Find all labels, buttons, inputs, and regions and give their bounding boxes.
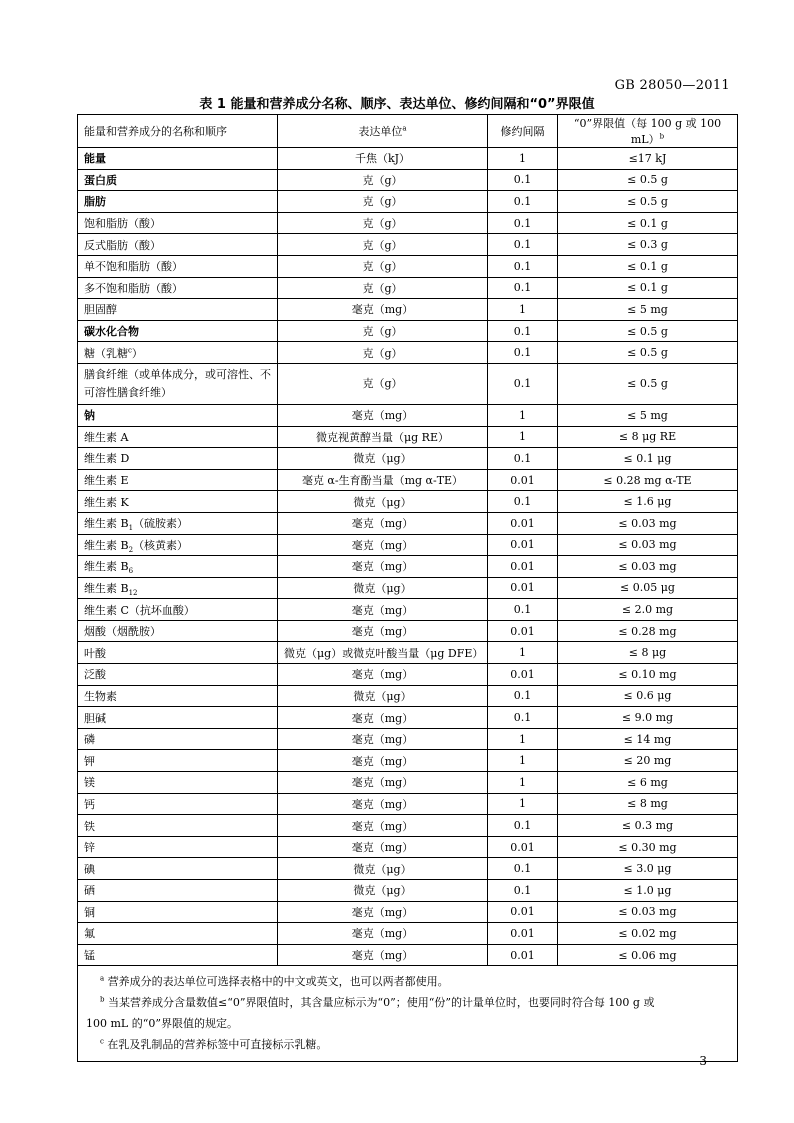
footnote-a: $^a$ 营养成分的表达单位可选择表格中的中文或英文，也可以两者都使用。 xyxy=(100,974,449,989)
unit-cell: 千焦（kJ） xyxy=(278,148,488,170)
nutrient-name-cell: 维生素 E xyxy=(78,469,278,491)
interval-cell: 0.1 xyxy=(488,685,558,707)
table-row xyxy=(78,620,738,642)
unit-cell: 微克（μg） xyxy=(278,491,488,513)
nutrient-name-cell: 维生素 $B_1$（硫胺素） xyxy=(78,512,278,534)
unit-cell: 微克视黄醇当量（μg RE） xyxy=(278,426,488,448)
unit-cell: 微克（μg） xyxy=(278,577,488,599)
nutrient-name-cell: 钙 xyxy=(78,793,278,815)
nutrient-name-cell: 糖（乳糖$^c$） xyxy=(78,342,278,364)
limit-cell: ≤ 0.28 mg xyxy=(558,620,738,642)
limit-cell: ≤ 8 mg xyxy=(558,793,738,815)
nutrient-name-cell: 维生素 A xyxy=(78,426,278,448)
nutrient-table xyxy=(77,114,738,1062)
limit-cell: ≤ 0.5 g xyxy=(558,169,738,191)
unit-cell: 微克（μg） xyxy=(278,685,488,707)
nutrient-name-cell: 膳食纤维（或单体成分，或可溶性、不可溶性膳食纤维） xyxy=(78,363,278,404)
table-row xyxy=(78,212,738,234)
interval-cell: 0.01 xyxy=(488,512,558,534)
footnote-b: $^b$ 当某营养成分含量数值≤“0”界限值时，其含量应标示为“0”；使用“份”的计量单位时，也要同时符合每 100 g 或 xyxy=(100,995,655,1010)
nutrient-name-cell: 烟酸（烟酰胺） xyxy=(78,620,278,642)
interval-cell: 0.01 xyxy=(488,469,558,491)
unit-cell: 微克（μg）或微克叶酸当量（μg DFE） xyxy=(278,642,488,664)
column-header-name: 能量和营养成分的名称和顺序 xyxy=(78,115,278,148)
nutrient-name-cell: 维生素 K xyxy=(78,491,278,513)
nutrient-name-cell: 脂肪 xyxy=(78,191,278,213)
table-row xyxy=(78,556,738,578)
table-row xyxy=(78,707,738,729)
interval-cell: 0.1 xyxy=(488,277,558,299)
unit-cell: 毫克（mg） xyxy=(278,750,488,772)
interval-cell: 1 xyxy=(488,750,558,772)
interval-cell: 0.1 xyxy=(488,363,558,404)
nutrient-name-cell: 氟 xyxy=(78,923,278,945)
limit-cell: ≤ 0.5 g xyxy=(558,342,738,364)
limit-cell: ≤ 1.6 μg xyxy=(558,491,738,513)
nutrient-name-cell: 硒 xyxy=(78,880,278,902)
table-row xyxy=(78,642,738,664)
nutrient-name-cell: 饱和脂肪（酸） xyxy=(78,212,278,234)
unit-cell: 克（g） xyxy=(278,234,488,256)
interval-cell: 1 xyxy=(488,404,558,426)
column-header-interval: 修约间隔 xyxy=(488,115,558,148)
table-row xyxy=(78,880,738,902)
nutrient-name-cell: 多不饱和脂肪（酸） xyxy=(78,277,278,299)
footnote-c: $^c$ 在乳及乳制品的营养标签中可直接标示乳糖。 xyxy=(100,1037,328,1052)
limit-cell: ≤ 0.1 g xyxy=(558,277,738,299)
limit-cell: ≤ 2.0 mg xyxy=(558,599,738,621)
limit-cell: ≤ 0.03 mg xyxy=(558,901,738,923)
nutrient-name-cell: 维生素 $B_{12}$ xyxy=(78,577,278,599)
nutrient-name-cell: 胆碱 xyxy=(78,707,278,729)
unit-cell: 毫克（mg） xyxy=(278,836,488,858)
interval-cell: 0.1 xyxy=(488,448,558,470)
limit-cell: ≤ 0.03 mg xyxy=(558,512,738,534)
interval-cell: 0.1 xyxy=(488,320,558,342)
interval-cell: 0.1 xyxy=(488,491,558,513)
limit-cell: ≤17 kJ xyxy=(558,148,738,170)
unit-cell: 克（g） xyxy=(278,191,488,213)
limit-cell: ≤ 0.5 g xyxy=(558,191,738,213)
column-header-limit: “0”界限值（每 100 g 或 100 mL）$^b$ xyxy=(558,115,738,148)
interval-cell: 0.1 xyxy=(488,342,558,364)
table-row xyxy=(78,491,738,513)
interval-cell: 0.01 xyxy=(488,664,558,686)
interval-cell: 0.1 xyxy=(488,707,558,729)
unit-cell: 微克（μg） xyxy=(278,880,488,902)
unit-cell: 克（g） xyxy=(278,342,488,364)
nutrient-name-cell: 生物素 xyxy=(78,685,278,707)
nutrient-name-cell: 钠 xyxy=(78,404,278,426)
footnotes xyxy=(78,966,738,1062)
limit-cell: ≤ 0.3 mg xyxy=(558,815,738,837)
limit-cell: ≤ 0.05 μg xyxy=(558,577,738,599)
interval-cell: 0.1 xyxy=(488,169,558,191)
unit-cell: 克（g） xyxy=(278,255,488,277)
table-row xyxy=(78,277,738,299)
table-row xyxy=(78,577,738,599)
unit-cell: 毫克（mg） xyxy=(278,556,488,578)
unit-cell: 毫克（mg） xyxy=(278,512,488,534)
table-row xyxy=(78,426,738,448)
limit-cell: ≤ 0.02 mg xyxy=(558,923,738,945)
unit-cell: 毫克（mg） xyxy=(278,793,488,815)
interval-cell: 0.1 xyxy=(488,191,558,213)
nutrient-name-cell: 反式脂肪（酸） xyxy=(78,234,278,256)
unit-cell: 毫克（mg） xyxy=(278,404,488,426)
table-caption: 表 1 能量和营养成分名称、顺序、表达单位、修约间隔和“0”界限值 xyxy=(199,97,595,112)
nutrient-name-cell: 蛋白质 xyxy=(78,169,278,191)
interval-cell: 0.1 xyxy=(488,858,558,880)
nutrient-name-cell: 泛酸 xyxy=(78,664,278,686)
limit-cell: ≤ 8 μg xyxy=(558,642,738,664)
nutrient-name-cell: 维生素 D xyxy=(78,448,278,470)
interval-cell: 0.1 xyxy=(488,212,558,234)
interval-cell: 1 xyxy=(488,426,558,448)
nutrient-name-cell: 钾 xyxy=(78,750,278,772)
nutrient-name-cell: 碘 xyxy=(78,858,278,880)
interval-cell: 0.01 xyxy=(488,620,558,642)
unit-cell: 克（g） xyxy=(278,212,488,234)
interval-cell: 0.01 xyxy=(488,577,558,599)
nutrient-name-cell: 维生素 $B_6$ xyxy=(78,556,278,578)
table-row xyxy=(78,448,738,470)
unit-cell: 毫克（mg） xyxy=(278,815,488,837)
table-row xyxy=(78,320,738,342)
nutrient-name-cell: 胆固醇 xyxy=(78,299,278,321)
interval-cell: 1 xyxy=(488,772,558,794)
unit-cell: 毫克（mg） xyxy=(278,901,488,923)
limit-cell: ≤ 0.28 mg α-TE xyxy=(558,469,738,491)
table-row xyxy=(78,299,738,321)
interval-cell: 0.01 xyxy=(488,944,558,966)
unit-cell: 克（g） xyxy=(278,277,488,299)
table-row xyxy=(78,148,738,170)
table-row xyxy=(78,836,738,858)
unit-cell: 毫克（mg） xyxy=(278,664,488,686)
unit-cell: 微克（μg） xyxy=(278,858,488,880)
unit-cell: 毫克（mg） xyxy=(278,944,488,966)
unit-cell: 毫克（mg） xyxy=(278,707,488,729)
limit-cell: ≤ 0.30 mg xyxy=(558,836,738,858)
table-row xyxy=(78,404,738,426)
limit-cell: ≤ 0.06 mg xyxy=(558,944,738,966)
table-row xyxy=(78,342,738,364)
nutrient-name-cell: 能量 xyxy=(78,148,278,170)
unit-cell: 毫克（mg） xyxy=(278,534,488,556)
nutrient-name-cell: 碳水化合物 xyxy=(78,320,278,342)
nutrient-name-cell: 锰 xyxy=(78,944,278,966)
table-header-row xyxy=(78,115,738,148)
interval-cell: 1 xyxy=(488,148,558,170)
unit-cell: 毫克（mg） xyxy=(278,728,488,750)
interval-cell: 0.1 xyxy=(488,234,558,256)
nutrient-name-cell: 叶酸 xyxy=(78,642,278,664)
table-row xyxy=(78,363,738,404)
nutrient-name-cell: 磷 xyxy=(78,728,278,750)
unit-cell: 毫克（mg） xyxy=(278,599,488,621)
nutrient-name-cell: 单不饱和脂肪（酸） xyxy=(78,255,278,277)
footnotes-row xyxy=(78,966,738,1062)
limit-cell: ≤ 3.0 μg xyxy=(558,858,738,880)
table-row xyxy=(78,255,738,277)
table-row xyxy=(78,944,738,966)
interval-cell: 0.1 xyxy=(488,880,558,902)
table-row xyxy=(78,923,738,945)
standard-code: GB 28050—2011 xyxy=(614,78,730,93)
interval-cell: 0.1 xyxy=(488,599,558,621)
interval-cell: 0.1 xyxy=(488,255,558,277)
table-row xyxy=(78,234,738,256)
page-number: 3 xyxy=(699,1054,707,1068)
interval-cell: 1 xyxy=(488,728,558,750)
table-row xyxy=(78,664,738,686)
interval-cell: 0.01 xyxy=(488,534,558,556)
table-row xyxy=(78,772,738,794)
nutrient-name-cell: 镁 xyxy=(78,772,278,794)
limit-cell: ≤ 5 mg xyxy=(558,299,738,321)
limit-cell: ≤ 0.3 g xyxy=(558,234,738,256)
limit-cell: ≤ 0.1 μg xyxy=(558,448,738,470)
table-row xyxy=(78,815,738,837)
table-row xyxy=(78,728,738,750)
table-row xyxy=(78,793,738,815)
unit-cell: 毫克（mg） xyxy=(278,772,488,794)
table-row xyxy=(78,685,738,707)
table-row xyxy=(78,191,738,213)
limit-cell: ≤ 6 mg xyxy=(558,772,738,794)
limit-cell: ≤ 0.1 g xyxy=(558,212,738,234)
interval-cell: 0.01 xyxy=(488,836,558,858)
limit-cell: ≤ 9.0 mg xyxy=(558,707,738,729)
footnote-b-continued: 100 mL 的“0”界限值的规定。 xyxy=(86,1017,238,1031)
unit-cell: 毫克（mg） xyxy=(278,620,488,642)
table-row xyxy=(78,599,738,621)
unit-cell: 毫克 α-生育酚当量（mg α-TE） xyxy=(278,469,488,491)
table-row xyxy=(78,469,738,491)
interval-cell: 0.01 xyxy=(488,923,558,945)
table-row xyxy=(78,901,738,923)
unit-cell: 微克（μg） xyxy=(278,448,488,470)
table-row xyxy=(78,534,738,556)
interval-cell: 0.01 xyxy=(488,556,558,578)
unit-cell: 毫克（mg） xyxy=(278,923,488,945)
limit-cell: ≤ 8 μg RE xyxy=(558,426,738,448)
unit-cell: 克（g） xyxy=(278,169,488,191)
nutrient-name-cell: 铜 xyxy=(78,901,278,923)
limit-cell: ≤ 0.1 g xyxy=(558,255,738,277)
table-row xyxy=(78,750,738,772)
table-row xyxy=(78,858,738,880)
limit-cell: ≤ 0.5 g xyxy=(558,320,738,342)
unit-cell: 毫克（mg） xyxy=(278,299,488,321)
interval-cell: 0.01 xyxy=(488,901,558,923)
limit-cell: ≤ 1.0 μg xyxy=(558,880,738,902)
limit-cell: ≤ 0.5 g xyxy=(558,363,738,404)
table-row xyxy=(78,512,738,534)
interval-cell: 1 xyxy=(488,642,558,664)
interval-cell: 0.1 xyxy=(488,815,558,837)
limit-cell: ≤ 14 mg xyxy=(558,728,738,750)
interval-cell: 1 xyxy=(488,299,558,321)
limit-cell: ≤ 0.10 mg xyxy=(558,664,738,686)
nutrient-name-cell: 维生素 $B_2$（核黄素） xyxy=(78,534,278,556)
limit-cell: ≤ 0.03 mg xyxy=(558,556,738,578)
unit-cell: 克（g） xyxy=(278,363,488,404)
limit-cell: ≤ 5 mg xyxy=(558,404,738,426)
interval-cell: 1 xyxy=(488,793,558,815)
table-row xyxy=(78,169,738,191)
nutrient-name-cell: 铁 xyxy=(78,815,278,837)
limit-cell: ≤ 0.03 mg xyxy=(558,534,738,556)
unit-cell: 克（g） xyxy=(278,320,488,342)
limit-cell: ≤ 20 mg xyxy=(558,750,738,772)
limit-cell: ≤ 0.6 μg xyxy=(558,685,738,707)
nutrient-name-cell: 锌 xyxy=(78,836,278,858)
nutrient-name-cell: 维生素 C（抗坏血酸） xyxy=(78,599,278,621)
column-header-unit: 表达单位$^a$ xyxy=(278,115,488,148)
